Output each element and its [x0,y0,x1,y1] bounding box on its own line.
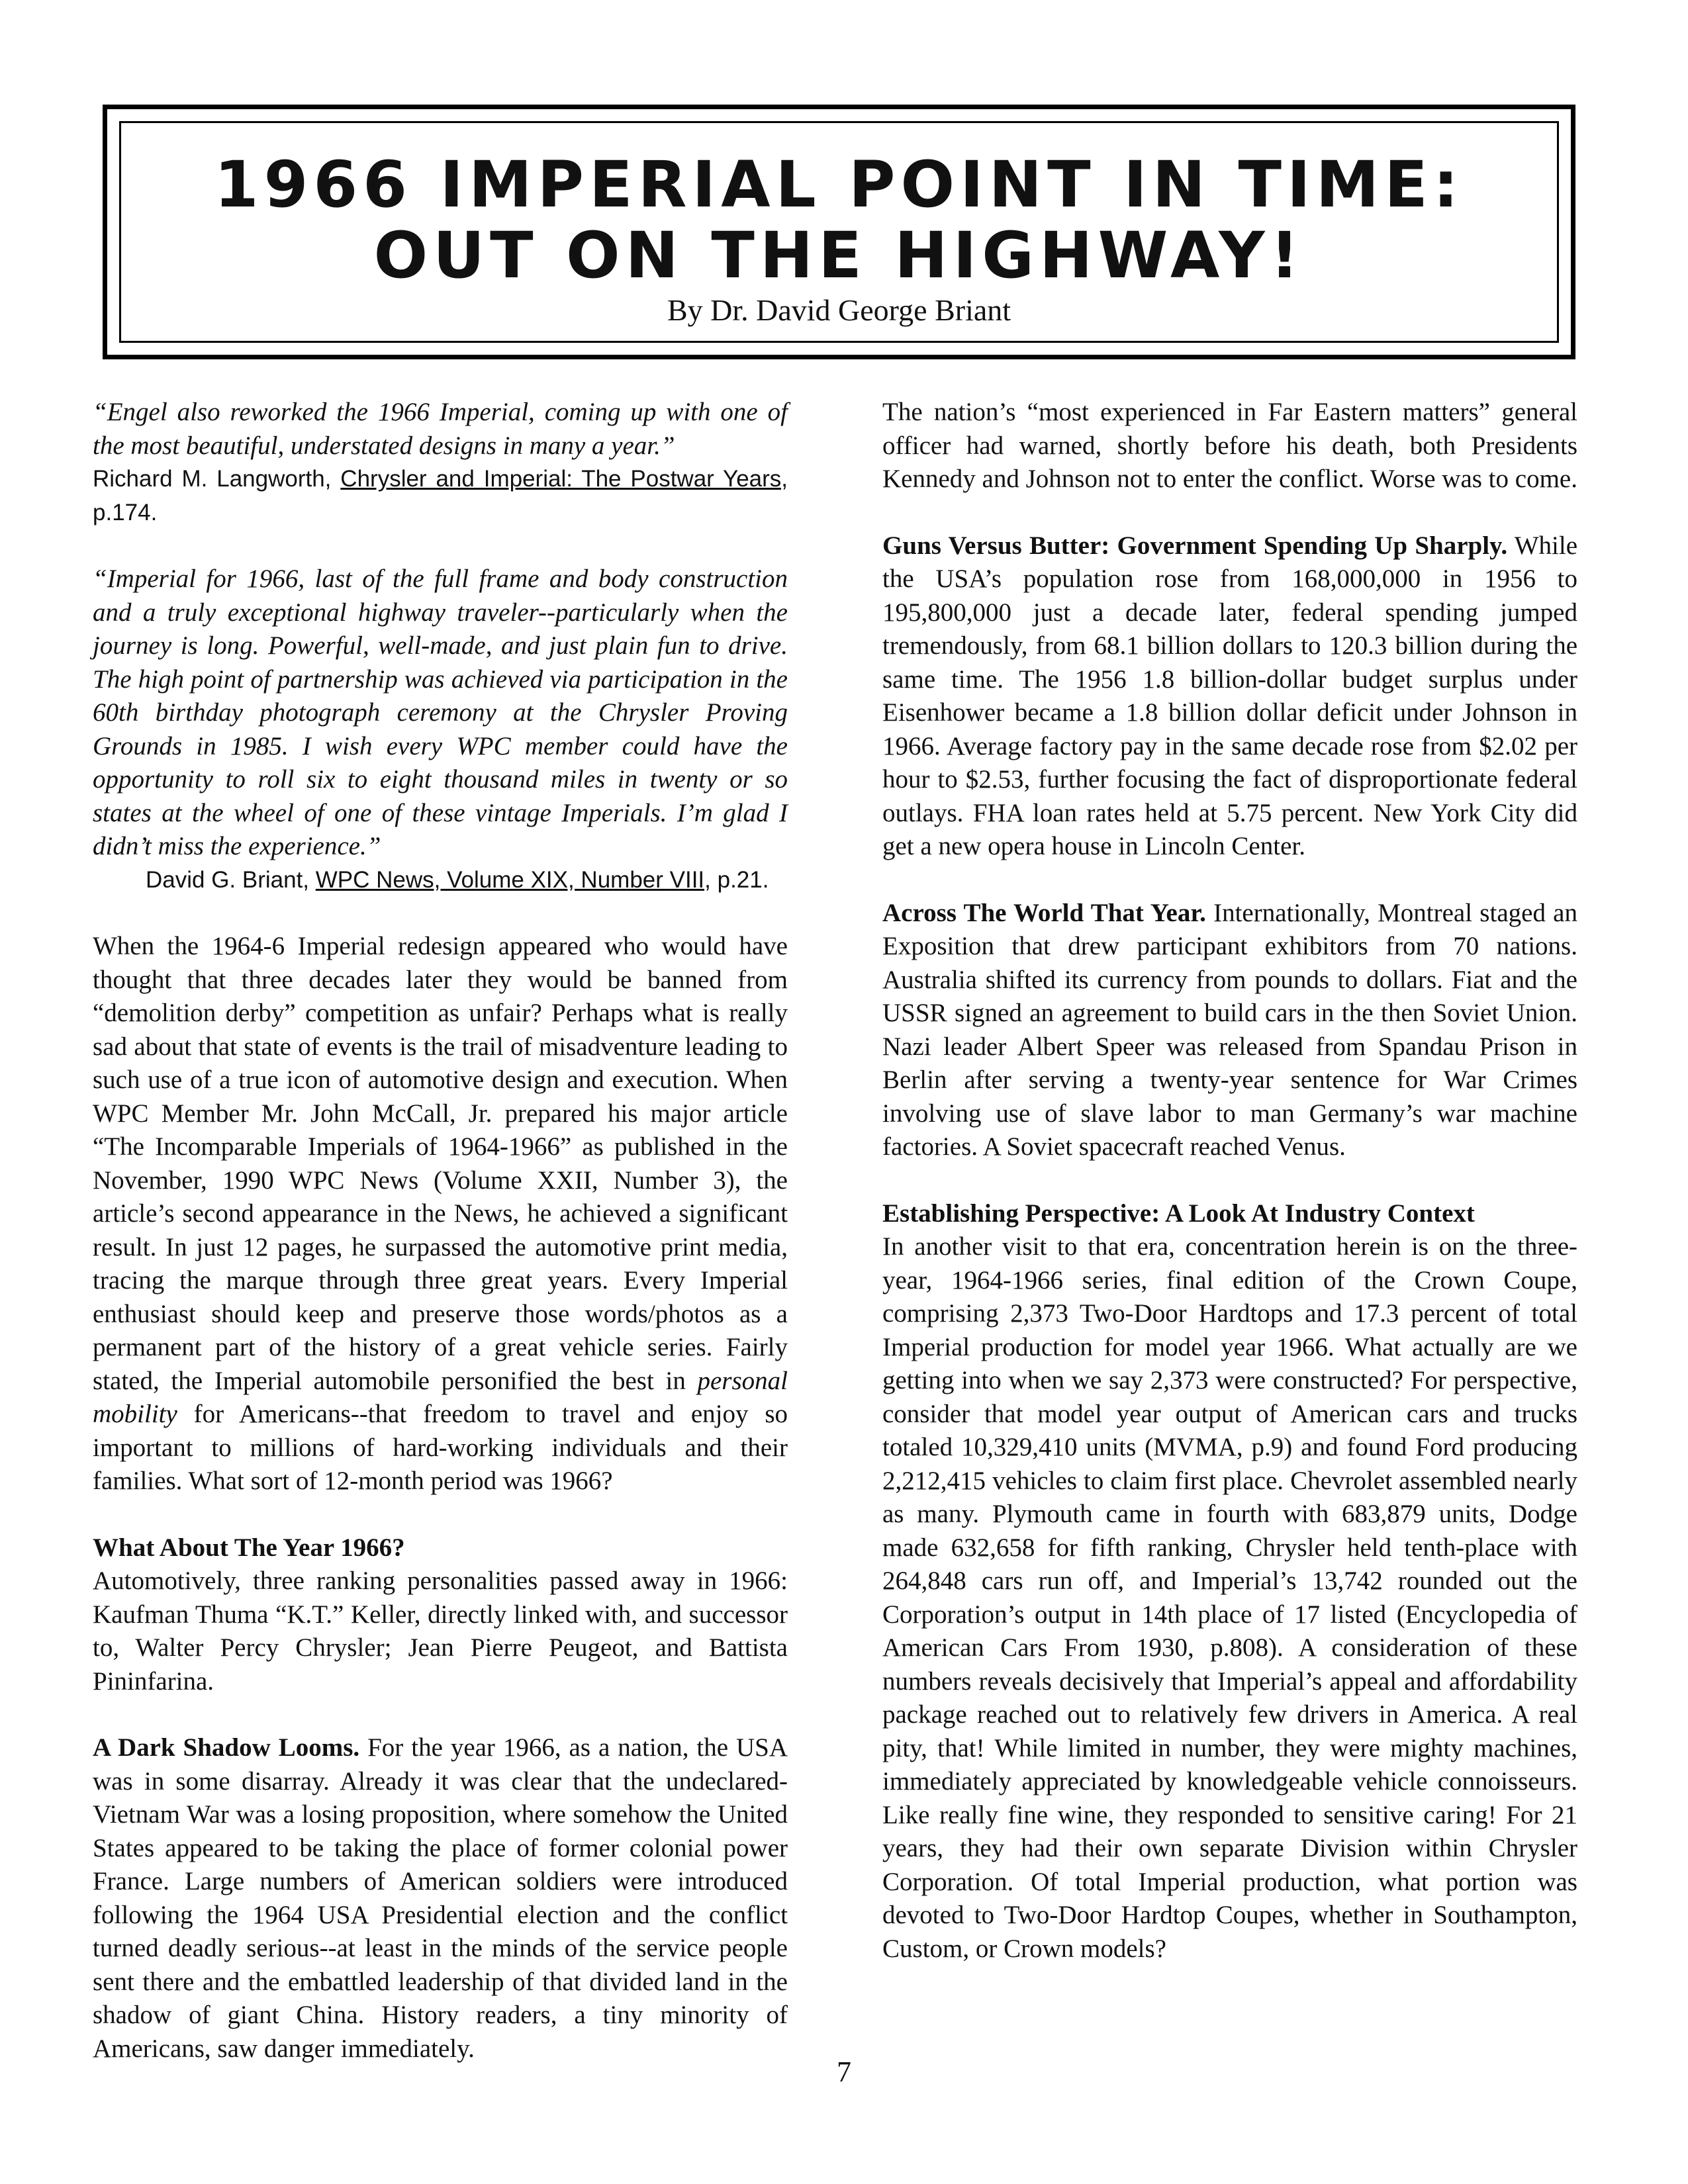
title-box-inner [119,121,1559,343]
citation-source: WPC News, Volume XIX, Number VIII, [315,866,711,893]
title-line-1: 1966 IMPERIAL POINT IN TIME: [214,148,1464,222]
paragraph-perspective: In another visit to that era, concentration herein is on the three-year, 1964-1966 series, final edition of the Crown Coupe, comprising 2,373 Two-Door Hardtops and 17.3 percent of total Imperial production for model year 1966. What actually are we getting into when we say 2,373 were constructed? For perspective, consider that model year output of American cars and trucks totaled 10,329,410 units (MVMA, p.9) and found Ford producing 2,212,415 vehicles to claim first place. Chevrolet assembled nearly as many. Plymouth came in fourth with 683,879 units, Dodge made 632,658 for fifth ranking, Chrysler held tenth-place with 264,848 cars run off, and Imperial’s 13,742 rounded out the Corporation’s output in 14th place of 17 listed (Encyclopedia of American Cars From 1930, p.808). A consideration of these numbers reveals decisively that Imperial’s appeal and affordability package reached out to relatively few drivers in America. A real pity, that! While limited in number, they were mighty machines, immediately appreciated by knowledgeable vehicle connoisseurs. Like really fine wine, they responded to sensitive caring! For 21 years, they had their own separate Division within Chrysler Corporation. Of total Imperial production, what portion was devoted to Two-Door Hardtop Coupes, whether in Southampton, Custom, or Crown models? [882,1232,1577,1963]
epigraph-quote-1: “Engel also reworked the 1966 Imperial, coming up with one of the most beautiful, understated designs in many a year.” [93,398,788,460]
section-heading-year-1966: What About The Year 1966? [93,1533,405,1562]
emphasis-text: personal mobility [93,1366,788,1428]
right-column [882,396,1577,1966]
paragraph-guns-butter: Guns Versus Butter: Government Spending Up Sharply. While the USA’s population rose from 168,000,000 in 1956 to 195,800,000 just a decade later, federal spending jumped tremendously, from 68.1 billion dollars to 120.3 billion during the same time. The 1956 1.8 billion-dollar budget surplus under Eisenhower became a 1.8 billion dollar deficit under Johnson in 1966. Average factory pay in the same decade rose from $2.02 per hour to $2.53, further focusing the fact of disproportionate federal outlays. FHA loan rates held at 5.75 percent. New York City did get a new opera house in Lincoln Center. [882,531,1577,860]
citation-source: Chrysler and Imperial: The Postwar Years, [340,466,788,492]
title-box [103,105,1575,359]
section-heading-across-world: Across The World That Year. [882,898,1206,927]
page-number: 7 [837,2056,851,2088]
paragraph-dark-shadow: A Dark Shadow Looms. For the year 1966, as a nation, the USA was in some disarray. Already it was clear that the undeclared-Vietnam War was a losing proposition, where somehow the United States appeared to be taking the place of former colonial power France. Large numbers of American soldiers were introduced following the 1964 USA Presidential election and the conflict turned deadly serious--at least in the minds of the service people sent there and the embattled leadership of that divided land in the shadow of giant China. History readers, a tiny minority of Americans, saw danger immediately. [93,1733,788,2063]
section-heading-perspective: Establishing Perspective: A Look At Industry Context [882,1199,1475,1228]
citation-page: p.21. [710,866,769,893]
section-heading-guns-butter: Guns Versus Butter: Government Spending Up Sharply. [882,531,1508,560]
byline: By Dr. David George Briant [667,293,1011,327]
left-column [93,396,788,2066]
paragraph-year-1966: Automotively, three ranking personalities passed away in 1966: Kaufman Thuma “K.T.” Keller, directly linked with, and successor to, Walter Percy Chrysler; Jean Pierre Peugeot, and Battista Pininfarina. [93,1567,788,1696]
title-line-2: OUT ON THE HIGHWAY! [373,218,1305,293]
section-heading-dark-shadow: A Dark Shadow Looms. [93,1733,360,1762]
citation-author: Richard M. Langworth, [93,466,341,492]
paragraph-across-world: Across The World That Year. Internationally, Montreal staged an Exposition that drew participant exhibitors from 70 nations. Australia shifted its currency from pounds to dollars. Fiat and the USSR signed an agreement to build cars in the then Soviet Union. Nazi leader Albert Speer was released from Spandau Prison in Berlin after serving a twenty-year sentence for War Crimes involving use of slave labor to man Germany’s war machine factories. A Soviet spacecraft reached Venus. [882,898,1577,1161]
citation-author: David G. Briant, [146,866,316,893]
paragraph-continuation: The nation’s “most experienced in Far Eastern matters” general officer had warned, shortly before his death, both Presidents Kennedy and Johnson not to enter the conflict. Worse was to come. [882,398,1577,493]
citation-page: p.174. [93,499,158,525]
intro-paragraph: When the 1964-6 Imperial redesign appeared who would have thought that three decades later they would be banned from “demolition derby” competition as unfair? Perhaps what is really sad about that state of events is the trail of misadventure leading to such use of a true icon of automotive design and execution. When WPC Member Mr. John McCall, Jr. prepared his major article “The Incomparable Imperials of 1964-1966” as published in the November, 1990 WPC News (Volume XXII, Number 3), the article’s second appearance in the News, he achieved a significant result. In just 12 pages, he surpassed the automotive print media, tracing the marque through three great years. Every Imperial enthusiast should keep and preserve those words/photos as a permanent part of the history of a great vehicle series. Fairly stated, the Imperial automobile personified the best in personal mobility for Americans--that freedom to travel and enjoy so important to millions of hard-working individuals and their families. What sort of 12-month period was 1966? [93,932,788,1495]
epigraph-quote-2: “Imperial for 1966, last of the full frame and body construction and a truly exceptional highway traveler--particularly when the journey is long. Powerful, well-made, and just plain fun to drive. The high point of partnership was achieved via participation in the 60th birthday photograph ceremony at the Chrysler Proving Grounds in 1985. I wish every WPC member could have the opportunity to roll six to eight thousand miles in twenty or so states at the wheel of one of these vintage Imperials. I’m glad I didn’t miss the experience.” [93,565,788,860]
epigraph-citation-1 [93,463,788,529]
epigraph-citation-2 [93,864,788,897]
